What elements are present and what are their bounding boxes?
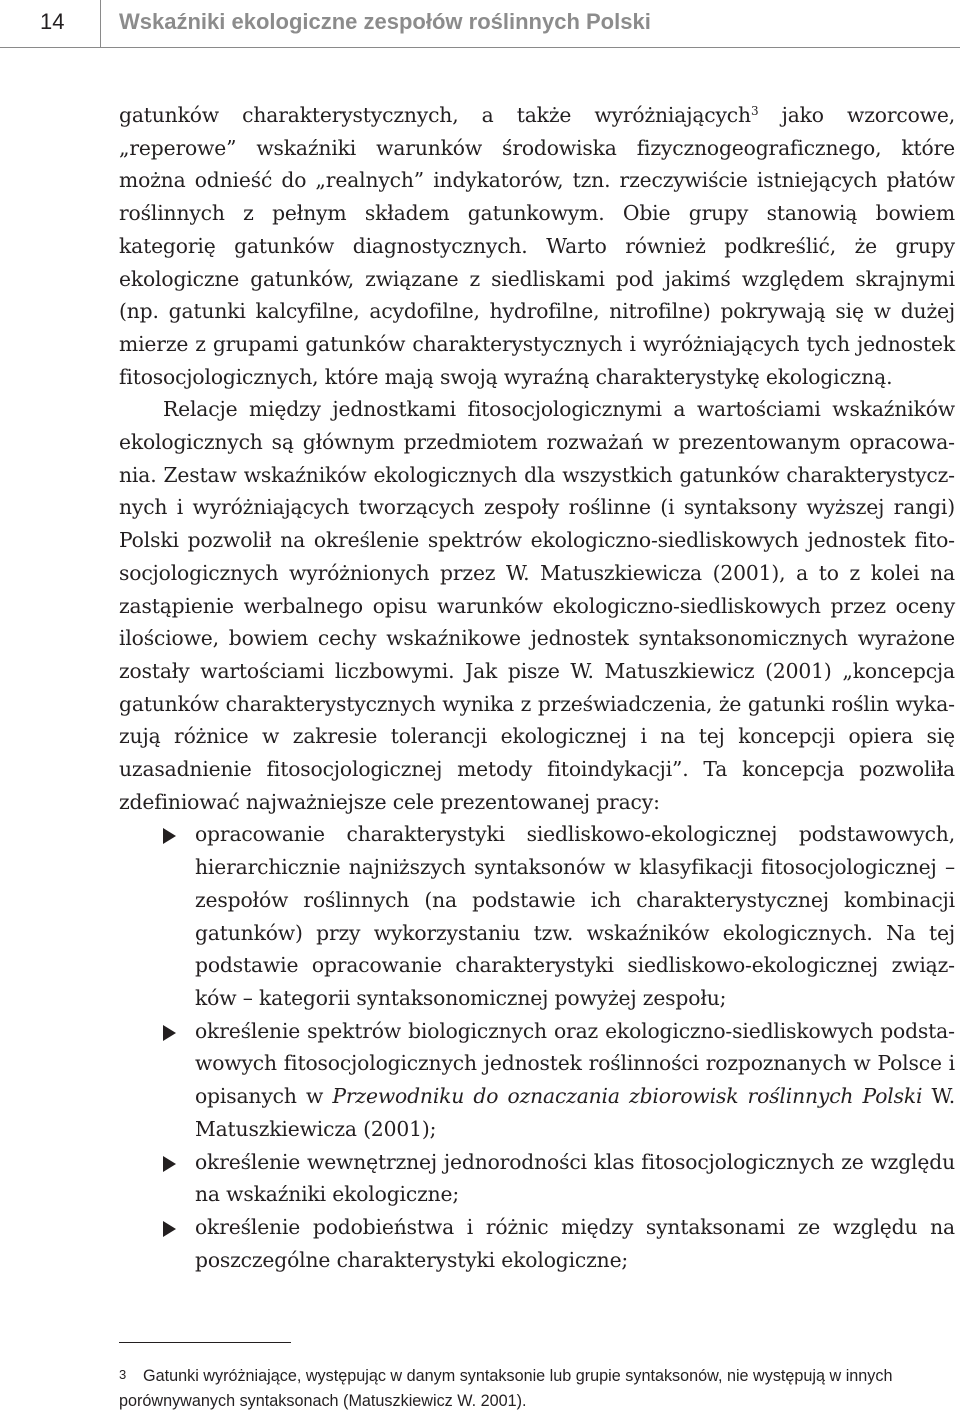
page-number: 14	[40, 9, 65, 34]
triangle-bullet-icon	[163, 1156, 176, 1172]
triangle-bullet-icon	[163, 828, 176, 844]
list-item-text: określenie wewnętrznej jednorodności klas fitosocjologicznych ze względu na wskaźniki ekologiczne;	[195, 1149, 955, 1207]
running-title: Wskaźniki ekologiczne zespołów roślinnych Polski	[119, 9, 651, 34]
list-item-text: określenie spektrów biologicznych oraz ekologiczno-siedliskowych podstawowych fitosocjologicznych jednostek roślinności rozpoznanych w Polsce i opisanych w	[195, 1018, 955, 1109]
list-item	[0, 1211, 955, 1276]
paragraph-2: Relacje między jednostkami fitosocjologicznymi a wartościami wskaźników ekologicznych są głównym przedmiotem rozważań w prezentowanym opracowania. Zestaw wskaźników ekologicznych dla wszystkich gatunków charakterystycznych i wyróżniających tworzących zespoły roślinne (i syntaksony wyższej rangi) Polski pozwolił na określenie spektrów ekologiczno-siedliskowych jednostek fitosocjologicznych wyróżnionych przez W. Matuszkiewicza (2001), a to z kolei na zastąpienie werbalnego opisu warunków ekologiczno-siedliskowych przez oceny ilościowe, bowiem cechy wskaźnikowe jednostek syntaksonomicznych wyrażone zostały wartościami liczbowymi. Jak pisze W. Matuszkiewicz (2001) „koncepcja gatunków charakterystycznych wynika z przeświadczenia, że gatunki roślin wykazują różnice w zakresie tolerancji ekologicznej i na tej koncepcji opiera się uzasadnienie fitosocjologicznej metody fitoindykacji”. Ta koncepcja pozwoliła zdefiniować najważniejsze cele prezentowanej pracy:	[119, 397, 955, 814]
list-item	[0, 1015, 955, 1146]
page-header	[0, 0, 960, 48]
footnote-mark: 3	[119, 1367, 127, 1382]
book-title: Przewodniku do oznaczania zbiorowisk roślinnych Polski	[332, 1084, 923, 1109]
footnote-text: Gatunki wyróżniające, występując w danym syntaksonie lub grupie syntaksonów, nie występują w innych porównywanych syntaksonach (Matuszkiewicz W. 2001).	[119, 1367, 893, 1410]
header-divider	[100, 0, 101, 47]
triangle-bullet-icon	[163, 1221, 176, 1237]
goals-list	[119, 818, 955, 1276]
triangle-bullet-icon	[163, 1025, 176, 1041]
list-item	[0, 1146, 955, 1211]
paragraph-1	[119, 99, 955, 393]
list-item-text: określenie podobieństwa i różnic między syntaksonami ze względu na poszczególne charakterystyki ekologiczne;	[195, 1214, 955, 1272]
main-text	[119, 99, 955, 1276]
paragraph-1-rest: jako wzorcowe, „reperowe” wskaźniki warunków środowiska fizycznogeograficznego, które można odnieść do „realnych” indykatorów, tzn. rzeczywiście istniejących płatów roślinnych z pełnym składem gatunkowym. Obie grupy stanowią bowiem kategorię gatunków diagnostycznych. Warto również podkreślić, że grupy ekologiczne gatunków, związane z siedliskami pod jakimś względem skrajnymi (np. gatunki kalcyfilne, acydofilne, hydrofilne, nitrofilne) pokrywają się w dużej mierze z grupami gatunków charakterystycznych i wyróżniających tych jednostek fitosocjologicznych, które mają swoją wyraźną charakterystykę ekologiczną.	[119, 103, 955, 389]
list-item-text-end: W. Matuszkiewicza (2001);	[195, 1084, 956, 1141]
footnote-ref[interactable]: 3	[750, 104, 759, 118]
footnote	[119, 1364, 959, 1414]
footnote-divider	[119, 1342, 291, 1343]
list-item	[0, 818, 955, 1014]
paragraph-1-start: gatunków charakterystycznych, a także wyróżniających	[119, 103, 751, 127]
list-item-text: opracowanie charakterystyki siedliskowo-ekologicznej podstawowych, hierarchicznie najniższych syntaksonów w klasyfikacji fitosocjologicznej –zespołów roślinnych (na podstawie ich charakterystycznej kombinacji gatunków) przy wykorzystaniu tzw. wskaźników ekologicznych. Na tej podstawie opracowanie charakterystyki siedliskowo-ekologicznej związków – kategorii syntaksonomicznej powyżej zespołu;	[195, 822, 955, 1010]
